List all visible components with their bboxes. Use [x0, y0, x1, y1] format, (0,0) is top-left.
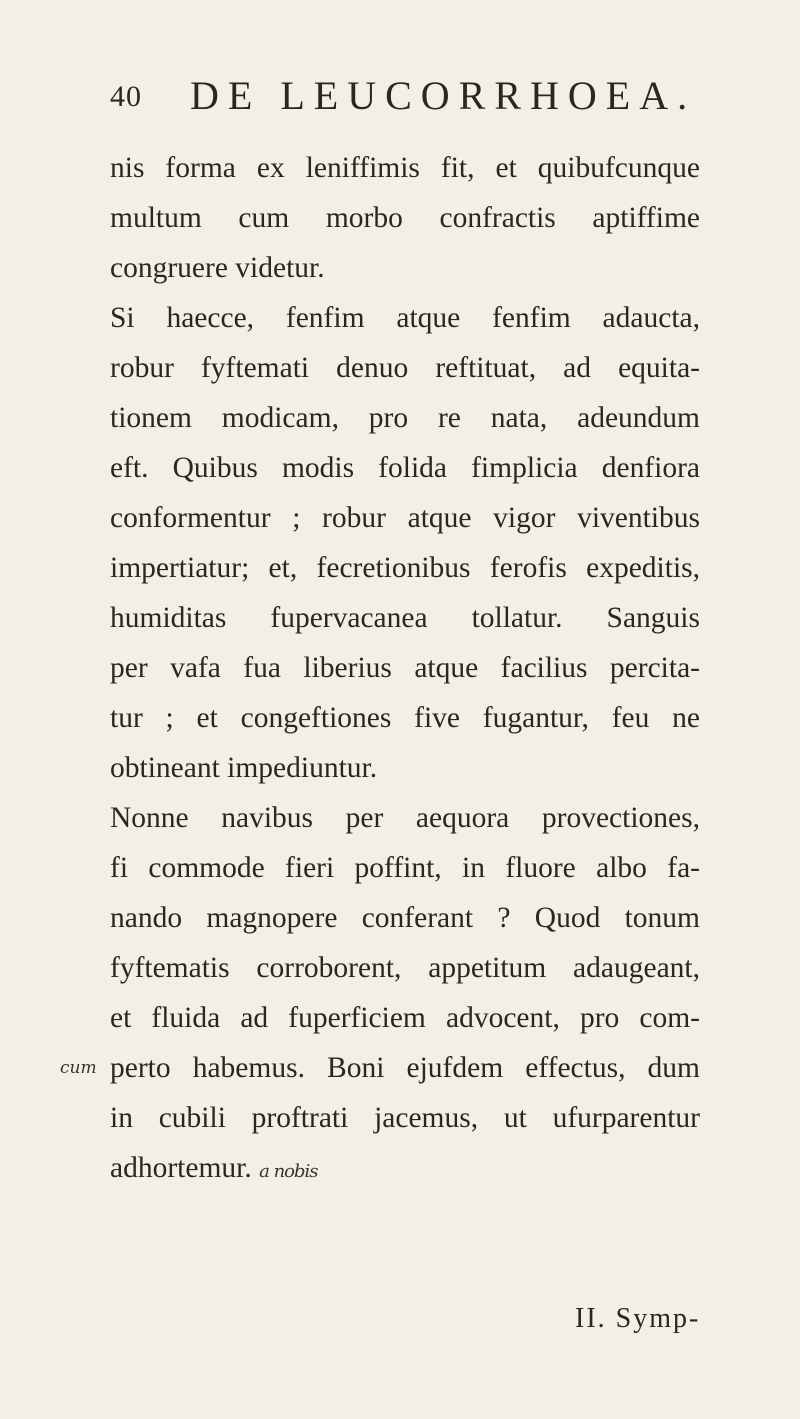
text-line: perto habemus. Boni ejufdem effectus, dum [110, 1052, 700, 1084]
text-line: Si haecce, fenfim atque fenfim adaucta, [110, 302, 700, 334]
text-line-final [110, 1143, 700, 1193]
text-line: impertiatur; et, fecretionibus ferofis expeditis, [110, 552, 700, 584]
text-line: nis forma ex leniffimis fit, et quibufcunque [110, 152, 700, 184]
handwritten-insertion: a nobis [259, 1161, 318, 1182]
text-line: in cubili proftrati jacemus, ut ufurparentur [110, 1102, 700, 1134]
struck-word: adhortemur. [110, 1152, 252, 1184]
handwritten-margin-note: cum [60, 1058, 97, 1078]
text-line: fyftematis corroborent, appetitum adaugeant, [110, 952, 700, 984]
text-line: tionem modicam, pro re nata, adeundum [110, 402, 700, 434]
text-line: et fluida ad fuperficiem advocent, pro com- [110, 1002, 700, 1034]
text-line: humiditas fupervacanea tollatur. Sanguis [110, 602, 700, 634]
text-line: obtineant impediuntur. [110, 752, 378, 784]
text-line: tur ; et congeftiones five fugantur, feu ne [110, 702, 700, 734]
chapter-title: DE LEUCORRHOEA. [190, 73, 697, 118]
body-text [110, 143, 700, 1193]
text-line: robur fyftemati denuo reftituat, ad equita- [110, 352, 700, 384]
text-line: multum cum morbo confractis aptiffime [110, 202, 700, 234]
text-line: fi commode fieri poffint, in fluore albo fa- [110, 852, 700, 884]
text-line: eft. Quibus modis folida fimplicia denfiora [110, 452, 700, 484]
text-line: nando magnopere conferant ? Quod tonum [110, 902, 700, 934]
text-line: Nonne navibus per aequora provectiones, [110, 802, 700, 834]
text-line: per vafa fua liberius atque facilius percita- [110, 652, 700, 684]
catchword: II. Symp- [575, 1303, 701, 1334]
text-line: congruere videtur. [110, 252, 325, 284]
text-line: conformentur ; robur atque vigor viventibus [110, 502, 700, 534]
running-head [110, 70, 710, 120]
page-number: 40 [110, 80, 142, 113]
